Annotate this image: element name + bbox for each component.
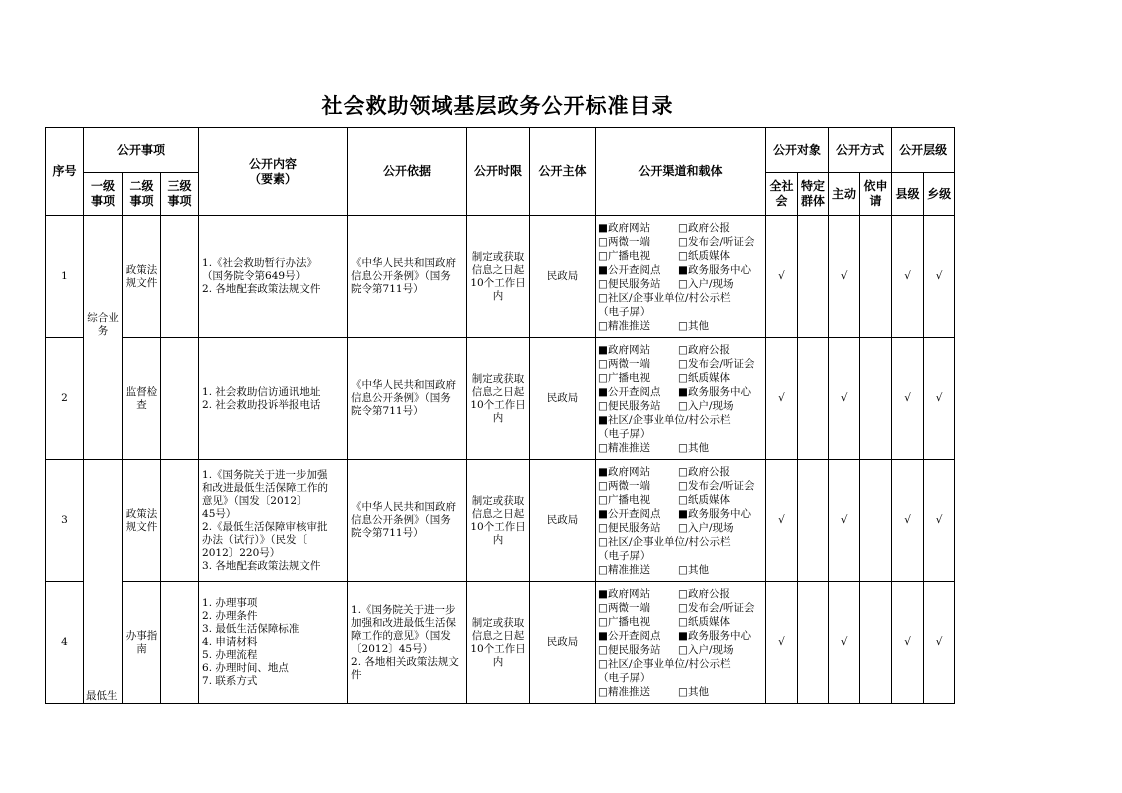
channel-item: □其他: [678, 563, 709, 576]
row-method-apply: [860, 338, 892, 460]
row-basis: 《中华人民共和国政府 信息公开条例》（国务 院令第711号）: [348, 216, 467, 338]
channel-item: □两微一端: [598, 357, 650, 370]
row-channels: [596, 582, 766, 704]
row-channels: [596, 460, 766, 582]
channel-item: □广播电视: [598, 249, 650, 262]
row-method-active: √: [829, 460, 860, 582]
row-level3: [161, 460, 199, 582]
row-channels: [596, 338, 766, 460]
channel-item: □便民服务站: [598, 399, 661, 412]
channel-item: □发布会/听证会: [678, 479, 755, 492]
channel-item: ■政府网站: [598, 587, 650, 600]
row-target-all: √: [766, 582, 798, 704]
header-method-active: 主动: [829, 173, 860, 216]
row-method-active: √: [829, 338, 860, 460]
row-content: 1.《国务院关于进一步加强 和改进最低生活保障工作的 意见》（国发〔2012〕 45号） 2.《最低生活保障审核审批 办法（试行）》（民发〔 2012〕220号） 3. 各地配套政策法规文件: [199, 460, 348, 582]
row-seq: 1: [46, 216, 84, 338]
channel-item: □其他: [678, 441, 709, 454]
row-level2: 政策法 规文件: [123, 216, 161, 338]
channel-item: （电子屏）: [598, 427, 651, 440]
header-subject: 公开主体: [530, 128, 596, 216]
table-row: [46, 216, 955, 338]
row-deadline: 制定或获取 信息之日起 10个工作日 内: [467, 216, 530, 338]
channel-item: □两微一端: [598, 601, 650, 614]
channel-item: （电子屏）: [598, 305, 651, 318]
channel-item: ■公开查阅点: [598, 507, 661, 520]
row-basis: 《中华人民共和国政府 信息公开条例》（国务 院令第711号）: [348, 338, 467, 460]
channel-item: □广播电视: [598, 371, 650, 384]
header-level3: 三级 事项: [161, 173, 199, 216]
row-subject: 民政局: [530, 582, 596, 704]
row-level-town: √: [924, 338, 955, 460]
header-level-town: 乡级: [924, 173, 955, 216]
channel-item: □入户/现场: [678, 521, 734, 534]
row-deadline: 制定或获取 信息之日起 10个工作日 内: [467, 338, 530, 460]
channel-item: □纸质媒体: [678, 615, 730, 628]
channel-item: □广播电视: [598, 493, 650, 506]
header-seq: 序号: [46, 128, 84, 216]
channel-item: ■政务服务中心: [678, 263, 751, 276]
catalog-table: [45, 127, 955, 704]
row-level-county: √: [892, 338, 924, 460]
channel-item: □发布会/听证会: [678, 357, 755, 370]
channel-item: □精准推送: [598, 441, 650, 454]
header-deadline: 公开时限: [467, 128, 530, 216]
channel-item: □其他: [678, 685, 709, 698]
channel-item: □两微一端: [598, 479, 650, 492]
row-seq: 4: [46, 582, 84, 704]
channel-item: □精准推送: [598, 685, 650, 698]
channel-item: □其他: [678, 319, 709, 332]
row-subject: 民政局: [530, 460, 596, 582]
row-level3: [161, 216, 199, 338]
channel-item: ■政务服务中心: [678, 507, 751, 520]
channel-item: □社区/企事业单位/村公示栏: [598, 535, 731, 548]
row-seq: 2: [46, 338, 84, 460]
row-basis: 《中华人民共和国政府 信息公开条例》（国务 院令第711号）: [348, 460, 467, 582]
channel-list: [596, 221, 765, 333]
row-method-apply: [860, 582, 892, 704]
channel-item: □便民服务站: [598, 277, 661, 290]
channel-item: □入户/现场: [678, 643, 734, 656]
header-target-all: 全社 会: [766, 173, 798, 216]
channel-item: □入户/现场: [678, 277, 734, 290]
row-subject: 民政局: [530, 338, 596, 460]
table-row: [46, 460, 955, 582]
channel-item: ■政务服务中心: [678, 385, 751, 398]
header-content: 公开内容 （要素）: [199, 128, 348, 216]
channel-item: ■社区/企事业单位/村公示栏: [598, 413, 731, 426]
row-level-town: √: [924, 460, 955, 582]
row-target-all: √: [766, 338, 798, 460]
table-row: [46, 582, 955, 704]
channel-item: □纸质媒体: [678, 371, 730, 384]
row-level-county: √: [892, 216, 924, 338]
channel-item: □入户/现场: [678, 399, 734, 412]
header-level-county: 县级: [892, 173, 924, 216]
channel-item: ■政务服务中心: [678, 629, 751, 642]
header-level2: 二级 事项: [123, 173, 161, 216]
row-target-all: √: [766, 460, 798, 582]
channel-item: □发布会/听证会: [678, 235, 755, 248]
row-target-all: √: [766, 216, 798, 338]
row-method-active: √: [829, 582, 860, 704]
level1-group: 最低生: [84, 460, 123, 704]
header-channels: 公开渠道和载体: [596, 128, 766, 216]
channel-item: □广播电视: [598, 615, 650, 628]
channel-item: □精准推送: [598, 319, 650, 332]
header-level: 公开层级: [892, 128, 955, 173]
row-target-specific: [798, 460, 829, 582]
row-seq: 3: [46, 460, 84, 582]
channel-list: [596, 587, 765, 699]
channel-item: ■政府网站: [598, 343, 650, 356]
row-subject: 民政局: [530, 216, 596, 338]
row-level3: [161, 582, 199, 704]
row-level-county: √: [892, 460, 924, 582]
header-method: 公开方式: [829, 128, 892, 173]
channel-item: □便民服务站: [598, 643, 661, 656]
channel-item: □便民服务站: [598, 521, 661, 534]
channel-item: ■政府网站: [598, 465, 650, 478]
row-target-specific: [798, 582, 829, 704]
row-method-apply: [860, 216, 892, 338]
header-target: 公开对象: [766, 128, 829, 173]
row-level-town: √: [924, 216, 955, 338]
channel-list: [596, 465, 765, 577]
row-level-town: √: [924, 582, 955, 704]
channel-item: （电子屏）: [598, 549, 651, 562]
channel-item: □社区/企事业单位/村公示栏: [598, 291, 731, 304]
channel-item: □两微一端: [598, 235, 650, 248]
header-basis: 公开依据: [348, 128, 467, 216]
row-content: 1.《社会救助暂行办法》 （国务院令第649号） 2. 各地配套政策法规文件: [199, 216, 348, 338]
row-level-county: √: [892, 582, 924, 704]
header-target-specific: 特定 群体: [798, 173, 829, 216]
channel-item: ■公开查阅点: [598, 263, 661, 276]
row-content: 1. 办理事项 2. 办理条件 3. 最低生活保障标准 4. 申请材料 5. 办理流程 6. 办理时间、地点 7. 联系方式: [199, 582, 348, 704]
channel-item: ■公开查阅点: [598, 629, 661, 642]
channel-item: ■政府网站: [598, 221, 650, 234]
row-basis: 1.《国务院关于进一步 加强和改进最低生活保 障工作的意见》（国发 〔2012〕45号） 2. 各地相关政策法规文 件: [348, 582, 467, 704]
channel-item: □政府公报: [678, 221, 730, 234]
channel-list: [596, 343, 765, 455]
row-content: 1. 社会救助信访通讯地址 2. 社会救助投诉举报电话: [199, 338, 348, 460]
level1-group: 综合业 务: [84, 216, 123, 460]
row-target-specific: [798, 216, 829, 338]
row-method-apply: [860, 460, 892, 582]
row-level3: [161, 338, 199, 460]
channel-item: □政府公报: [678, 587, 730, 600]
page-title: 社会救助领域基层政务公开标准目录: [321, 94, 674, 118]
channel-item: ■公开查阅点: [598, 385, 661, 398]
channel-item: （电子屏）: [598, 671, 651, 684]
row-method-active: √: [829, 216, 860, 338]
channel-item: □精准推送: [598, 563, 650, 576]
channel-item: □社区/企事业单位/村公示栏: [598, 657, 731, 670]
channel-item: □纸质媒体: [678, 249, 730, 262]
row-deadline: 制定或获取 信息之日起 10个工作日 内: [467, 582, 530, 704]
table-row: [46, 338, 955, 460]
header-level1: 一级 事项: [84, 173, 123, 216]
header-method-apply: 依申 请: [860, 173, 892, 216]
header-items: 公开事项: [84, 128, 199, 173]
row-target-specific: [798, 338, 829, 460]
row-channels: [596, 216, 766, 338]
row-level2: 办事指 南: [123, 582, 161, 704]
channel-item: □发布会/听证会: [678, 601, 755, 614]
row-level2: 监督检 查: [123, 338, 161, 460]
row-level2: 政策法 规文件: [123, 460, 161, 582]
channel-item: □政府公报: [678, 465, 730, 478]
row-deadline: 制定或获取 信息之日起 10个工作日 内: [467, 460, 530, 582]
channel-item: □纸质媒体: [678, 493, 730, 506]
channel-item: □政府公报: [678, 343, 730, 356]
